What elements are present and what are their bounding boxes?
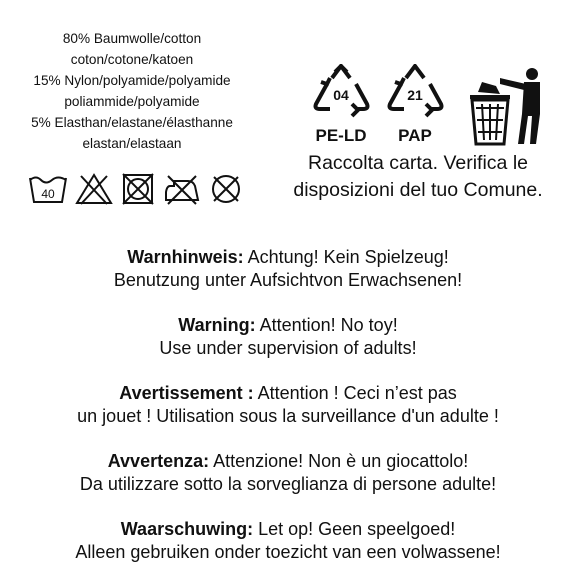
care-symbols [28,172,248,212]
recycle-code-label: PAP [398,126,432,145]
do-not-bleach-icon [75,172,113,206]
tidyman-bin-icon [460,64,550,146]
composition-line: 5% Elasthan/elastane/élasthanne [31,115,233,130]
warning-text: un jouet ! Utilisation sous la surveillance d'un adulte ! [77,406,499,426]
warning-text: Alleen gebruiken onder toezicht van een volwassene! [75,542,501,562]
warning-text: Attention! No toy! [255,315,398,335]
warning-de [0,246,576,292]
wash-40-icon [28,172,68,206]
recycle-code-number: 04 [333,87,349,103]
warning-text: Use under supervision of adults! [159,338,417,358]
fabric-composition [12,28,252,154]
warning-text: Attenzione! Non è un giocattolo! [209,451,469,471]
disposal-line: disposizioni del tuo Comune. [293,179,543,201]
recycle-code-label: PE-LD [315,126,367,145]
warning-nl [0,518,576,564]
composition-line: elastan/elastaan [82,136,182,151]
composition-line: 80% Baumwolle/cotton [62,31,202,46]
warnings [0,246,576,586]
do-not-iron-icon [162,172,202,206]
recycle-triangle-icon [384,64,446,124]
recycling-symbols [310,64,550,150]
recycle-code-number: 21 [407,87,423,103]
warning-label: Avertissement : [119,383,254,403]
warning-label: Waarschuwing: [120,519,254,539]
warning-text: Let op! Geen speelgoed! [253,519,456,539]
composition-line: coton/cotone/katoen [70,52,194,67]
warning-text: Attention ! Ceci n’est pas [253,383,457,403]
disposal-line: Raccolta carta. Verifica le [307,152,528,174]
warning-it [0,450,576,496]
warning-label: Warning: [178,315,256,335]
do-not-dry-clean-icon [208,172,244,206]
warning-text: Benutzung unter Aufsichtvon Erwachsenen! [113,270,463,290]
warning-label: Warnhinweis: [127,247,244,267]
recycle-triangle-icon [310,64,372,124]
warning-fr [0,382,576,428]
disposal-note [268,150,568,204]
warning-text: Da utilizzare sotto la sorveglianza di persone adulte! [79,474,497,494]
do-not-tumble-dry-icon [120,172,156,206]
composition-line: 15% Nylon/polyamide/polyamide [33,73,231,88]
warning-text: Achtung! Kein Spielzeug! [243,247,449,267]
wash-temp-label: 40 [41,187,55,201]
warning-label: Avvertenza: [107,451,210,471]
composition-line: poliammide/polyamide [64,94,200,109]
warning-en [0,314,576,360]
